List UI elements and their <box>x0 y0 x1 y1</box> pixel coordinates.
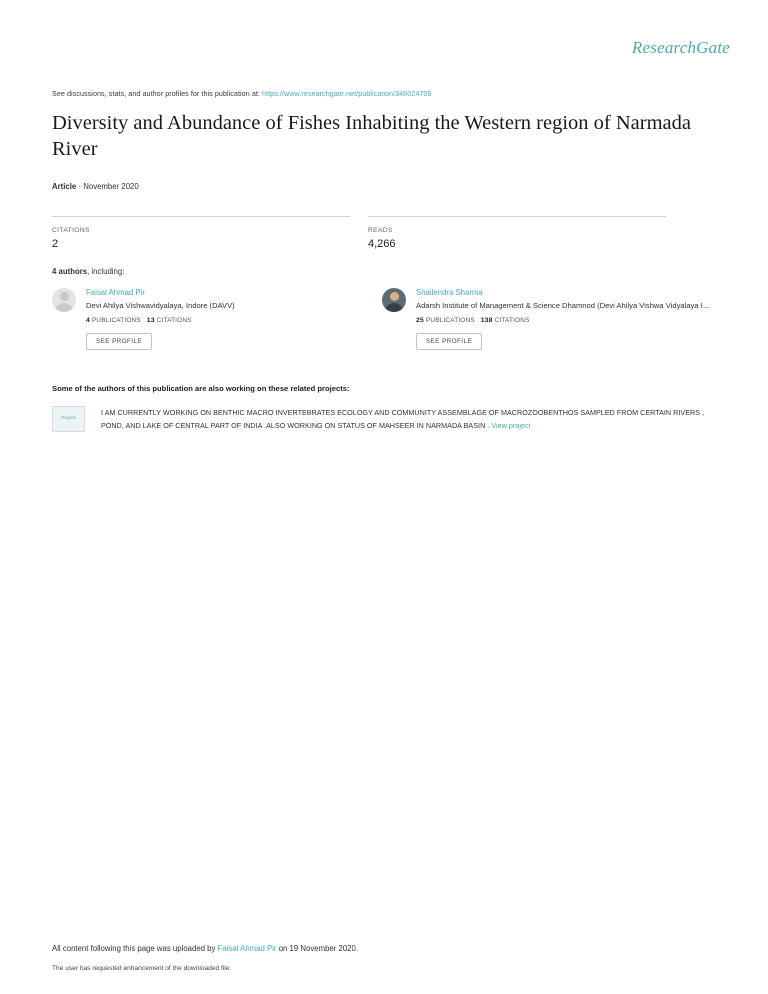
citations-label: CITATIONS <box>52 227 90 234</box>
avatar <box>382 288 406 312</box>
author-affiliation: Adarsh Institute of Management & Science Dhamnod (Devi Ahilya Vishwa Vidyalaya I… <box>416 301 711 310</box>
author-name-link[interactable]: Shailendra Sharma <box>416 288 483 297</box>
stat-divider <box>52 216 350 217</box>
upload-info <box>52 944 358 953</box>
citations-label: CITATIONS <box>494 317 530 324</box>
authors-list <box>52 288 712 350</box>
author-card <box>382 288 712 350</box>
upload-suffix: on 19 November 2020. <box>278 944 359 953</box>
discussions-text: See discussions, stats, and author profiles for this publication at: <box>52 89 260 98</box>
page-title: Diversity and Abundance of Fishes Inhabiting the Western region of Narmada River <box>52 112 692 160</box>
project-item <box>52 406 712 432</box>
citations-count: 13 <box>146 317 155 324</box>
citations-label: CITATIONS <box>156 317 192 324</box>
publications-count: 4 <box>86 317 90 324</box>
article-meta <box>52 182 139 191</box>
upload-author-link[interactable]: Faisal Ahmad Pir <box>217 944 277 953</box>
citations-count: 138 <box>480 317 493 324</box>
avatar-body-icon <box>55 303 73 312</box>
citations-value: 2 <box>52 238 59 250</box>
reads-label: READS <box>368 227 393 234</box>
project-thumbnail <box>52 406 85 432</box>
authors-including: , including: <box>87 267 125 276</box>
project-description: I AM CURRENTLY WORKING ON BENTHIC MACRO INVERTEBRATES ECOLOGY AND COMMUNITY ASSEMBLAGE OF MACROZOOBENTHOS SAMPLED FROM CERTAIN RIVERS , POND, AND LAKE OF CENTRAL PART OF INDIA .ALSO WORKING ON STATUS OF MAHSEER IN NARMADA BASIN . <box>101 408 705 430</box>
see-profile-button[interactable]: SEE PROFILE <box>416 333 482 350</box>
author-info <box>416 288 712 350</box>
upload-prefix: All content following this page was uploaded by <box>52 944 216 953</box>
project-thumbnail-label: Project <box>61 415 76 420</box>
stats-row <box>52 216 684 250</box>
author-affiliation: Devi Ahilya Vishwavidyalaya, Indore (DAVV) <box>86 301 235 310</box>
author-info <box>86 288 382 350</box>
authors-summary <box>52 267 124 276</box>
author-card <box>52 288 382 350</box>
enhancement-note: The user has requested enhancement of the downloaded file. <box>52 965 232 972</box>
view-project-link[interactable]: View project <box>491 421 531 430</box>
author-name-link[interactable]: Faisal Ahmad Pir <box>86 288 145 297</box>
project-description-block <box>101 406 711 432</box>
discussions-line <box>52 89 432 98</box>
publications-count: 25 <box>416 317 424 324</box>
related-projects-heading: Some of the authors of this publication are also working on these related projects: <box>52 384 350 393</box>
avatar <box>52 288 76 312</box>
stat-citations <box>52 216 368 250</box>
reads-value: 4,266 <box>368 238 396 250</box>
researchgate-logo: ResearchGate <box>631 38 730 57</box>
stat-reads <box>368 216 684 250</box>
avatar-head-icon <box>390 292 399 301</box>
avatar-body-icon <box>385 303 403 312</box>
author-metrics <box>416 317 712 324</box>
publications-label: PUBLICATIONS <box>425 317 475 324</box>
author-metrics <box>86 317 382 324</box>
see-profile-button[interactable]: SEE PROFILE <box>86 333 152 350</box>
article-date: November 2020 <box>83 182 139 191</box>
meta-separator: · <box>78 182 82 191</box>
article-type: Article <box>52 182 77 191</box>
publications-label: PUBLICATIONS <box>91 317 141 324</box>
avatar-head-icon <box>60 292 69 301</box>
authors-count: 4 authors <box>52 267 88 276</box>
publication-link[interactable]: https://www.researchgate.net/publication/346024709 <box>262 89 432 98</box>
stat-divider <box>368 216 666 217</box>
